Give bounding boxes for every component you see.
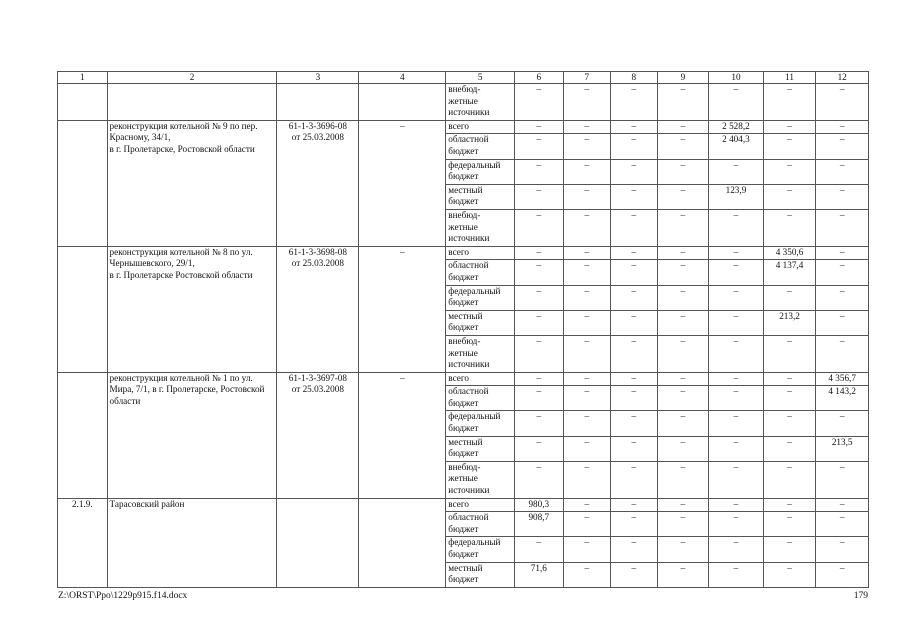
value-cell-col-12: –: [816, 120, 869, 134]
value-cell-col-10: –: [709, 461, 764, 498]
funding-source: областной бюджет: [446, 260, 515, 285]
value-cell-col-11: –: [763, 134, 816, 159]
value-cell-col-8: –: [611, 310, 658, 335]
page-number: 179: [853, 591, 868, 601]
funding-source: областной бюджет: [446, 134, 515, 159]
value-cell-col-9: –: [657, 372, 709, 386]
value-cell-col-7: –: [563, 84, 611, 121]
value-cell-col-11: –: [763, 411, 816, 436]
value-cell-col-9: –: [657, 285, 709, 310]
value-cell-col-12: –: [816, 84, 869, 121]
extra-col: –: [359, 372, 446, 498]
funding-source: внебюд- жетные источники: [446, 461, 515, 498]
value-cell-col-6: –: [515, 134, 564, 159]
funding-source: областной бюджет: [446, 512, 515, 537]
value-cell-col-10: –: [709, 159, 764, 184]
table-row: [58, 372, 869, 386]
funding-source: местный бюджет: [446, 436, 515, 461]
object-name: Тарасовский район: [107, 498, 277, 587]
value-cell-col-8: –: [611, 260, 658, 285]
table-row: [58, 246, 869, 260]
value-cell-col-9: –: [657, 184, 709, 209]
funding-source: местный бюджет: [446, 184, 515, 209]
value-cell-col-7: –: [563, 159, 611, 184]
row-number: [58, 120, 108, 246]
value-cell-col-12: –: [816, 260, 869, 285]
value-cell-col-8: –: [611, 411, 658, 436]
value-cell-col-12: –: [816, 246, 869, 260]
value-cell-col-7: –: [563, 120, 611, 134]
funding-source: федеральный бюджет: [446, 537, 515, 562]
table-row: [58, 498, 869, 512]
value-cell-col-6: –: [515, 184, 564, 209]
row-number: [58, 372, 108, 498]
value-cell-col-6: –: [515, 310, 564, 335]
extra-col: [359, 84, 446, 121]
value-cell-col-7: –: [563, 436, 611, 461]
value-cell-col-12: –: [816, 537, 869, 562]
value-cell-col-12: –: [816, 498, 869, 512]
funding-source: федеральный бюджет: [446, 159, 515, 184]
header-col-10: 10: [709, 72, 764, 84]
value-cell-col-6: –: [515, 537, 564, 562]
value-cell-col-8: –: [611, 209, 658, 246]
value-cell-col-10: –: [709, 260, 764, 285]
value-cell-col-6: 71,6: [515, 562, 564, 587]
table-header: [58, 72, 869, 84]
value-cell-col-11: –: [763, 209, 816, 246]
value-cell-col-8: –: [611, 184, 658, 209]
object-name: реконструкция котельной № 1 по ул. Мира, 7/1, в г. Пролетарске, Ростовской области: [107, 372, 277, 498]
funding-source: федеральный бюджет: [446, 411, 515, 436]
value-cell-col-8: –: [611, 562, 658, 587]
value-cell-col-6: –: [515, 285, 564, 310]
value-cell-col-9: –: [657, 120, 709, 134]
value-cell-col-6: –: [515, 159, 564, 184]
header-col-3: 3: [277, 72, 359, 84]
value-cell-col-7: –: [563, 246, 611, 260]
value-cell-col-9: –: [657, 335, 709, 372]
funding-source: внебюд- жетные источники: [446, 84, 515, 121]
table-row: [58, 84, 869, 121]
value-cell-col-12: 4 356,7: [816, 372, 869, 386]
value-cell-col-10: –: [709, 537, 764, 562]
row-number: [58, 84, 108, 121]
header-col-5: 5: [446, 72, 515, 84]
value-cell-col-8: –: [611, 285, 658, 310]
value-cell-col-8: –: [611, 335, 658, 372]
funding-source: всего: [446, 498, 515, 512]
value-cell-col-9: –: [657, 260, 709, 285]
value-cell-col-6: –: [515, 209, 564, 246]
value-cell-col-10: –: [709, 512, 764, 537]
table-row: [58, 120, 869, 134]
header-row: [58, 72, 869, 84]
value-cell-col-9: –: [657, 512, 709, 537]
value-cell-col-11: –: [763, 537, 816, 562]
value-cell-col-8: –: [611, 159, 658, 184]
value-cell-col-8: –: [611, 246, 658, 260]
value-cell-col-9: –: [657, 498, 709, 512]
value-cell-col-6: –: [515, 120, 564, 134]
value-cell-col-10: –: [709, 310, 764, 335]
object-name: реконструкция котельной № 8 по ул. Чернышевского, 29/1, в г. Пролетарске Ростовской области: [107, 246, 277, 372]
value-cell-col-11: –: [763, 84, 816, 121]
row-number: [58, 246, 108, 372]
value-cell-col-11: –: [763, 386, 816, 411]
value-cell-col-9: –: [657, 386, 709, 411]
value-cell-col-12: –: [816, 411, 869, 436]
value-cell-col-7: –: [563, 411, 611, 436]
value-cell-col-9: –: [657, 84, 709, 121]
value-cell-col-9: –: [657, 159, 709, 184]
value-cell-col-7: –: [563, 134, 611, 159]
value-cell-col-10: –: [709, 436, 764, 461]
value-cell-col-9: –: [657, 461, 709, 498]
value-cell-col-9: –: [657, 537, 709, 562]
value-cell-col-7: –: [563, 310, 611, 335]
value-cell-col-7: –: [563, 184, 611, 209]
value-cell-col-11: –: [763, 184, 816, 209]
value-cell-col-6: –: [515, 335, 564, 372]
value-cell-col-6: –: [515, 386, 564, 411]
value-cell-col-9: –: [657, 246, 709, 260]
value-cell-col-9: –: [657, 209, 709, 246]
value-cell-col-10: –: [709, 411, 764, 436]
value-cell-col-7: –: [563, 372, 611, 386]
value-cell-col-7: –: [563, 498, 611, 512]
value-cell-col-11: 213,2: [763, 310, 816, 335]
value-cell-col-10: –: [709, 246, 764, 260]
header-col-4: 4: [359, 72, 446, 84]
value-cell-col-10: –: [709, 335, 764, 372]
header-col-2: 2: [107, 72, 277, 84]
object-name: [107, 84, 277, 121]
value-cell-col-7: –: [563, 335, 611, 372]
document-ref: 61-1-3-3696-08 от 25.03.2008: [277, 120, 359, 246]
value-cell-col-11: –: [763, 461, 816, 498]
value-cell-col-10: 2 404,3: [709, 134, 764, 159]
value-cell-col-12: –: [816, 134, 869, 159]
value-cell-col-11: 4 350,6: [763, 246, 816, 260]
value-cell-col-12: –: [816, 562, 869, 587]
value-cell-col-12: 4 143,2: [816, 386, 869, 411]
value-cell-col-8: –: [611, 372, 658, 386]
value-cell-col-10: –: [709, 209, 764, 246]
value-cell-col-7: –: [563, 461, 611, 498]
value-cell-col-11: –: [763, 372, 816, 386]
header-col-12: 12: [816, 72, 869, 84]
value-cell-col-6: –: [515, 411, 564, 436]
value-cell-col-8: –: [611, 134, 658, 159]
value-cell-col-9: –: [657, 411, 709, 436]
value-cell-col-7: –: [563, 285, 611, 310]
header-col-8: 8: [611, 72, 658, 84]
row-number: 2.1.9.: [58, 498, 108, 587]
value-cell-col-9: –: [657, 310, 709, 335]
document-ref: 61-1-3-3697-08 от 25.03.2008: [277, 372, 359, 498]
value-cell-col-12: –: [816, 184, 869, 209]
value-cell-col-8: –: [611, 386, 658, 411]
value-cell-col-6: –: [515, 461, 564, 498]
value-cell-col-12: 213,5: [816, 436, 869, 461]
value-cell-col-7: –: [563, 209, 611, 246]
value-cell-col-8: –: [611, 461, 658, 498]
value-cell-col-12: –: [816, 310, 869, 335]
value-cell-col-10: 123,9: [709, 184, 764, 209]
value-cell-col-9: –: [657, 562, 709, 587]
value-cell-col-8: –: [611, 120, 658, 134]
document-ref: [277, 498, 359, 587]
file-path: Z:\ORST\Ppo\1229p915.f14.docx: [58, 591, 188, 601]
header-col-1: 1: [58, 72, 108, 84]
funding-source: всего: [446, 120, 515, 134]
value-cell-col-10: –: [709, 562, 764, 587]
value-cell-col-8: –: [611, 84, 658, 121]
table-body: [58, 84, 869, 588]
value-cell-col-6: 908,7: [515, 512, 564, 537]
value-cell-col-10: –: [709, 285, 764, 310]
value-cell-col-7: –: [563, 562, 611, 587]
object-name: реконструкция котельной № 9 по пер. Красному, 34/1, в г. Пролетарске, Ростовской области: [107, 120, 277, 246]
value-cell-col-11: –: [763, 436, 816, 461]
value-cell-col-6: –: [515, 246, 564, 260]
value-cell-col-12: –: [816, 159, 869, 184]
value-cell-col-11: –: [763, 335, 816, 372]
value-cell-col-7: –: [563, 537, 611, 562]
value-cell-col-12: –: [816, 209, 869, 246]
funding-source: местный бюджет: [446, 562, 515, 587]
value-cell-col-10: 2 528,2: [709, 120, 764, 134]
value-cell-col-12: –: [816, 512, 869, 537]
value-cell-col-6: –: [515, 436, 564, 461]
value-cell-col-12: –: [816, 285, 869, 310]
value-cell-col-12: –: [816, 461, 869, 498]
value-cell-col-7: –: [563, 260, 611, 285]
value-cell-col-8: –: [611, 537, 658, 562]
funding-source: всего: [446, 246, 515, 260]
funding-source: внебюд- жетные источники: [446, 335, 515, 372]
value-cell-col-10: –: [709, 498, 764, 512]
value-cell-col-9: –: [657, 134, 709, 159]
value-cell-col-11: –: [763, 512, 816, 537]
value-cell-col-11: –: [763, 285, 816, 310]
value-cell-col-8: –: [611, 436, 658, 461]
extra-col: [359, 498, 446, 587]
value-cell-col-9: –: [657, 436, 709, 461]
value-cell-col-7: –: [563, 386, 611, 411]
value-cell-col-6: –: [515, 84, 564, 121]
header-col-7: 7: [563, 72, 611, 84]
funding-source: местный бюджет: [446, 310, 515, 335]
value-cell-col-10: –: [709, 386, 764, 411]
value-cell-col-11: 4 137,4: [763, 260, 816, 285]
document-ref: 61-1-3-3698-08 от 25.03.2008: [277, 246, 359, 372]
document-ref: [277, 84, 359, 121]
funding-source: всего: [446, 372, 515, 386]
value-cell-col-10: –: [709, 372, 764, 386]
extra-col: –: [359, 120, 446, 246]
header-col-9: 9: [657, 72, 709, 84]
funding-source: областной бюджет: [446, 386, 515, 411]
value-cell-col-6: –: [515, 260, 564, 285]
value-cell-col-6: –: [515, 372, 564, 386]
header-col-6: 6: [515, 72, 564, 84]
value-cell-col-8: –: [611, 498, 658, 512]
extra-col: –: [359, 246, 446, 372]
header-col-11: 11: [763, 72, 816, 84]
funding-source: федеральный бюджет: [446, 285, 515, 310]
value-cell-col-6: 980,3: [515, 498, 564, 512]
budget-table: [57, 71, 869, 588]
value-cell-col-11: –: [763, 498, 816, 512]
value-cell-col-11: –: [763, 120, 816, 134]
value-cell-col-11: –: [763, 562, 816, 587]
value-cell-col-7: –: [563, 512, 611, 537]
value-cell-col-8: –: [611, 512, 658, 537]
funding-source: внебюд- жетные источники: [446, 209, 515, 246]
value-cell-col-11: –: [763, 159, 816, 184]
value-cell-col-10: –: [709, 84, 764, 121]
value-cell-col-12: –: [816, 335, 869, 372]
